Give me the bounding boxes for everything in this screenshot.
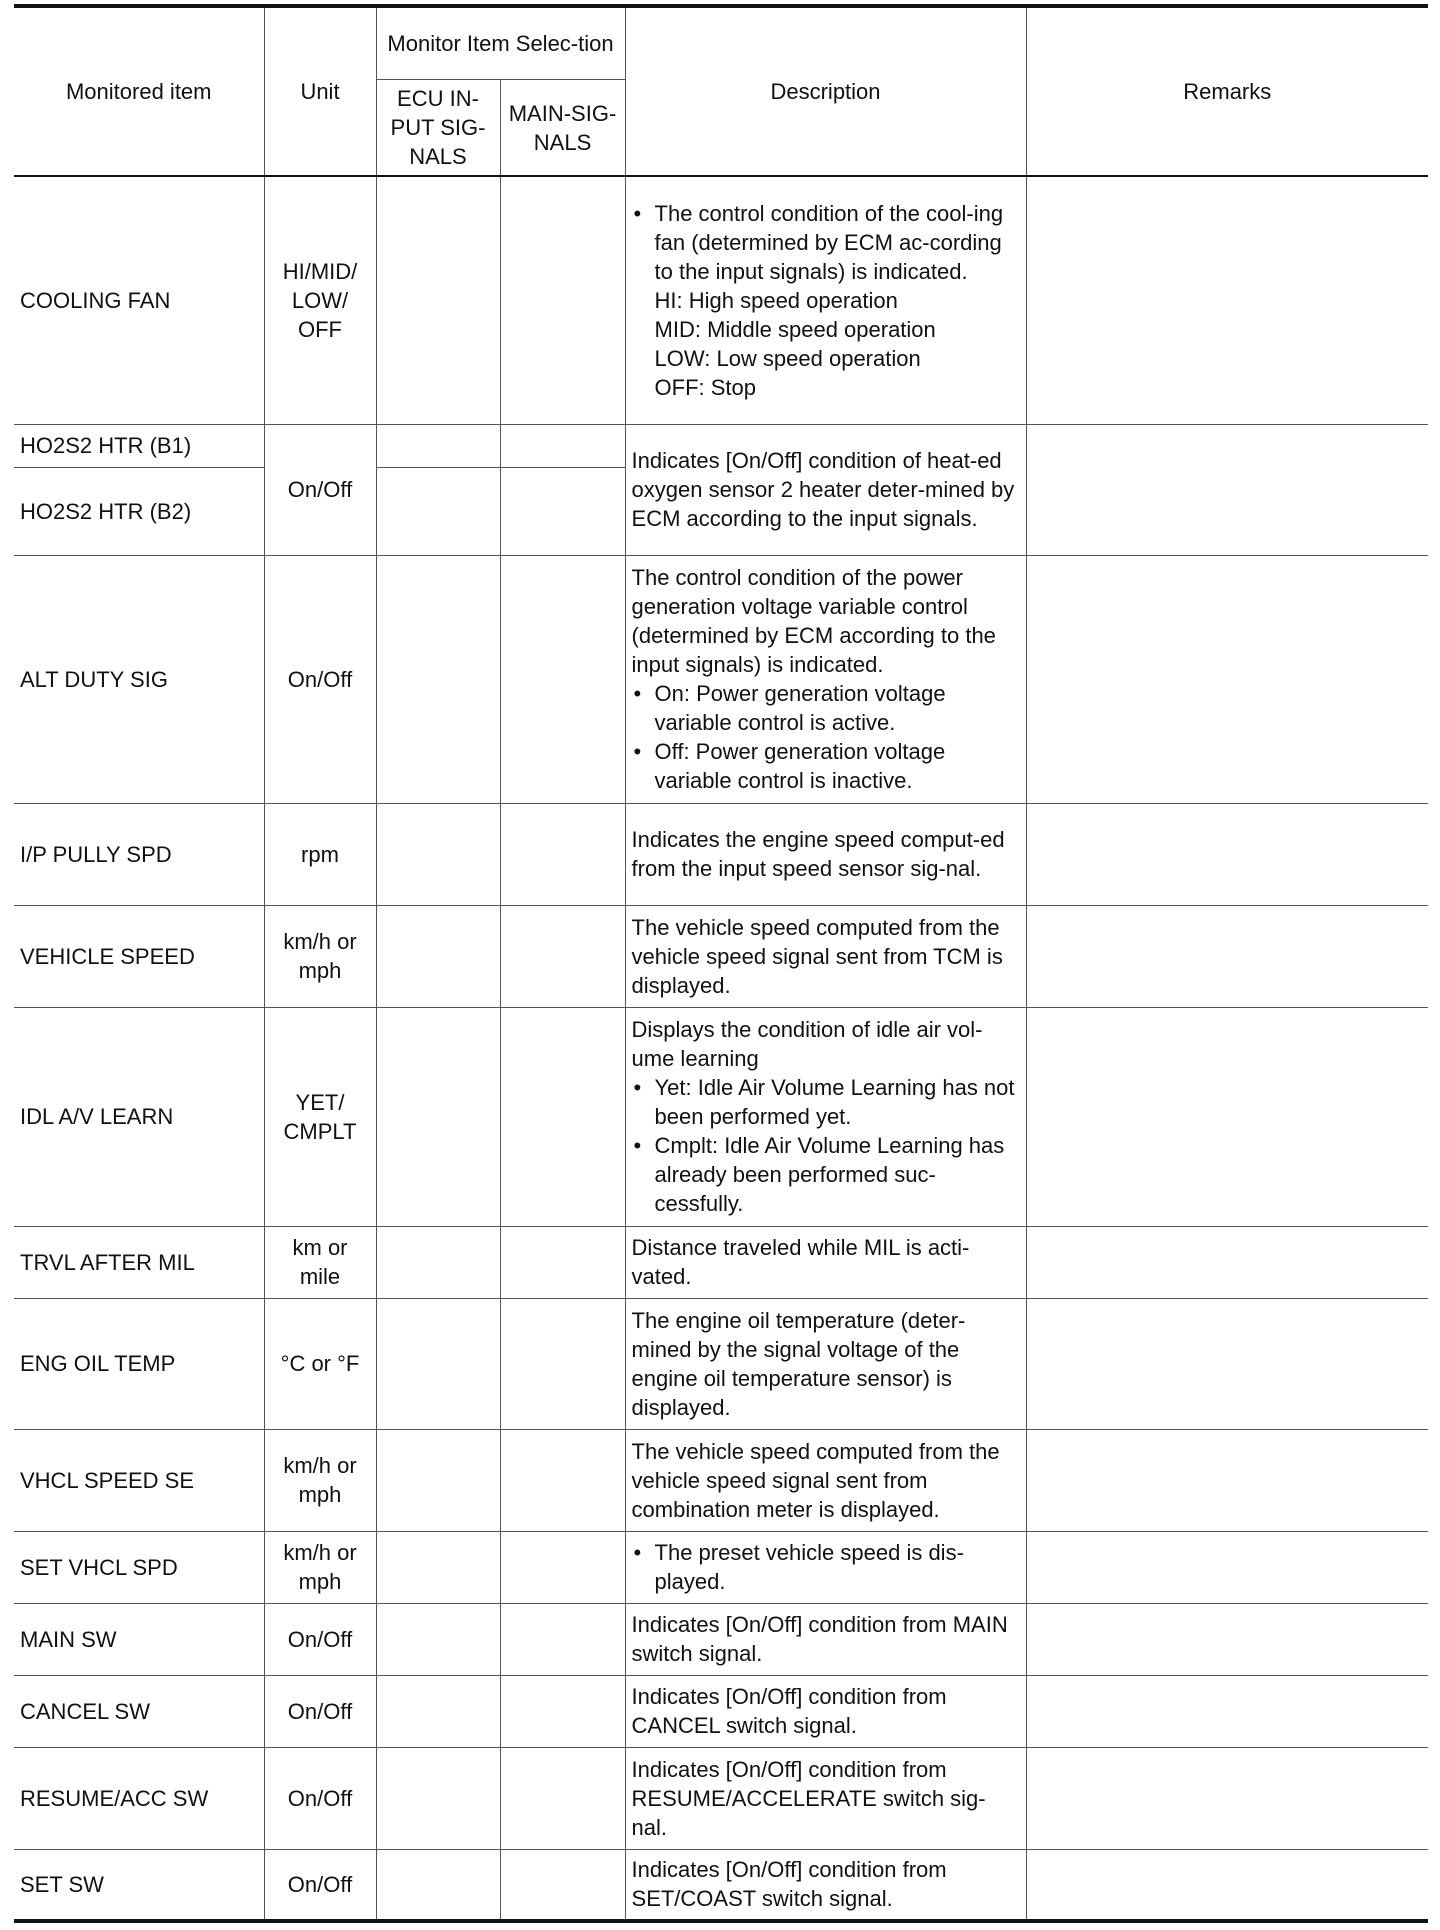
table-row — [14, 555, 1428, 803]
item-cell: COOLING FAN — [14, 176, 264, 424]
ecu-input-cell — [376, 467, 500, 555]
description-line: LOW: Low speed operation — [654, 345, 921, 371]
table-row — [14, 1429, 1428, 1531]
main-signals-cell — [500, 1531, 625, 1603]
header-ecu-input-signals: ECU IN-PUT SIG-NALS — [376, 80, 500, 177]
item-cell: HO2S2 HTR (B1) — [14, 424, 264, 467]
remarks-cell — [1026, 1007, 1428, 1226]
item-cell: RESUME/ACC SW — [14, 1747, 264, 1849]
unit-cell: On/Off — [264, 555, 376, 803]
item-cell: MAIN SW — [14, 1603, 264, 1675]
description-sublines — [632, 286, 1020, 402]
main-signals-cell — [500, 1849, 625, 1921]
remarks-cell — [1026, 1429, 1428, 1531]
main-signals-cell — [500, 176, 625, 424]
main-signals-cell — [500, 1226, 625, 1298]
remarks-cell — [1026, 1603, 1428, 1675]
description-bullet: • Off: Power generation voltage variable control is inactive. — [632, 737, 1020, 795]
main-signals-cell — [500, 905, 625, 1007]
table-row — [14, 905, 1428, 1007]
unit-cell: On/Off — [264, 424, 376, 555]
description-cell — [625, 1007, 1026, 1226]
item-cell: SET VHCL SPD — [14, 1531, 264, 1603]
item-cell: ENG OIL TEMP — [14, 1298, 264, 1429]
item-cell: TRVL AFTER MIL — [14, 1226, 264, 1298]
table-row — [14, 803, 1428, 905]
unit-cell: rpm — [264, 803, 376, 905]
description-bullet: • The preset vehicle speed is dis-played. — [632, 1538, 1020, 1596]
main-signals-cell — [500, 1429, 625, 1531]
item-cell: I/P PULLY SPD — [14, 803, 264, 905]
unit-cell: km/h or mph — [264, 905, 376, 1007]
item-cell: IDL A/V LEARN — [14, 1007, 264, 1226]
description-cell: The engine oil temperature (deter-mined by the signal voltage of the engine oil temperature sensor) is displayed. — [625, 1298, 1026, 1429]
remarks-cell — [1026, 424, 1428, 555]
header-description: Description — [625, 6, 1026, 176]
description-line: MID: Middle speed operation — [654, 316, 936, 342]
ecu-input-cell — [376, 1007, 500, 1226]
unit-cell: On/Off — [264, 1603, 376, 1675]
description-cell: Distance traveled while MIL is acti-vated. — [625, 1226, 1026, 1298]
item-cell: SET SW — [14, 1849, 264, 1921]
description-cell — [625, 1531, 1026, 1603]
main-signals-cell — [500, 803, 625, 905]
unit-cell: km/h or mph — [264, 1429, 376, 1531]
table-row — [14, 176, 1428, 424]
ecu-input-cell — [376, 1849, 500, 1921]
unit-cell: HI/MID/ LOW/ OFF — [264, 176, 376, 424]
remarks-cell — [1026, 176, 1428, 424]
main-signals-cell — [500, 424, 625, 467]
ecu-input-cell — [376, 905, 500, 1007]
item-cell: CANCEL SW — [14, 1675, 264, 1747]
description-cell: Indicates the engine speed comput-ed from the input speed sensor sig-nal. — [625, 803, 1026, 905]
description-bullet: • Yet: Idle Air Volume Learning has not been performed yet. — [632, 1073, 1020, 1131]
ecu-input-cell — [376, 555, 500, 803]
table-row — [14, 1226, 1428, 1298]
description-bullet: • On: Power generation voltage variable control is active. — [632, 679, 1020, 737]
ecu-input-cell — [376, 1298, 500, 1429]
description-bullet: • The control condition of the cool-ing fan (determined by ECM ac-cording to the input signals) is indicated. — [632, 199, 1020, 286]
item-cell: VEHICLE SPEED — [14, 905, 264, 1007]
ecu-input-cell — [376, 1429, 500, 1531]
unit-cell: On/Off — [264, 1675, 376, 1747]
remarks-cell — [1026, 1298, 1428, 1429]
description-cell: Indicates [On/Off] condition from RESUME/ACCELERATE switch sig-nal. — [625, 1747, 1026, 1849]
main-signals-cell — [500, 1007, 625, 1226]
main-signals-cell — [500, 1747, 625, 1849]
ecu-input-cell — [376, 1747, 500, 1849]
table-row — [14, 1007, 1428, 1226]
header-unit: Unit — [264, 6, 376, 176]
remarks-cell — [1026, 555, 1428, 803]
ecu-input-cell — [376, 803, 500, 905]
remarks-cell — [1026, 1747, 1428, 1849]
main-signals-cell — [500, 467, 625, 555]
header-remarks: Remarks — [1026, 6, 1428, 176]
remarks-cell — [1026, 905, 1428, 1007]
unit-cell: On/Off — [264, 1747, 376, 1849]
ecu-input-cell — [376, 1531, 500, 1603]
unit-cell: °C or °F — [264, 1298, 376, 1429]
ecu-input-cell — [376, 176, 500, 424]
ecu-input-cell — [376, 424, 500, 467]
ecu-input-cell — [376, 1603, 500, 1675]
item-cell: ALT DUTY SIG — [14, 555, 264, 803]
main-signals-cell — [500, 1675, 625, 1747]
description-text: The control condition of the power generation voltage variable control (determined by ECM according to the input signals) is indicated. — [631, 565, 996, 677]
item-cell: VHCL SPEED SE — [14, 1429, 264, 1531]
header-monitored-item: Monitored item — [14, 6, 264, 176]
description-text: Displays the condition of idle air vol-ume learning — [631, 1017, 983, 1071]
table-row — [14, 1603, 1428, 1675]
description-cell: Indicates [On/Off] condition from MAIN switch signal. — [625, 1603, 1026, 1675]
header-monitor-item-selection: Monitor Item Selec-tion — [376, 6, 625, 80]
remarks-cell — [1026, 1226, 1428, 1298]
description-cell — [625, 555, 1026, 803]
description-cell: Indicates [On/Off] condition of heat-ed oxygen sensor 2 heater deter-mined by ECM according to the input signals. — [625, 424, 1026, 555]
table-row — [14, 1298, 1428, 1429]
description-cell — [625, 176, 1026, 424]
monitor-item-table — [14, 4, 1428, 1923]
description-bullet: • Cmplt: Idle Air Volume Learning has already been performed suc-cessfully. — [632, 1131, 1020, 1218]
main-signals-cell — [500, 1298, 625, 1429]
main-signals-cell — [500, 1603, 625, 1675]
ecu-input-cell — [376, 1226, 500, 1298]
unit-cell: YET/ CMPLT — [264, 1007, 376, 1226]
table-row — [14, 1849, 1428, 1921]
description-cell: The vehicle speed computed from the vehicle speed signal sent from TCM is displayed. — [625, 905, 1026, 1007]
unit-cell: km/h or mph — [264, 1531, 376, 1603]
description-line: OFF: Stop — [654, 374, 756, 400]
description-cell: The vehicle speed computed from the vehicle speed signal sent from combination meter is displayed. — [625, 1429, 1026, 1531]
unit-cell: On/Off — [264, 1849, 376, 1921]
table-row — [14, 424, 1428, 467]
description-cell: Indicates [On/Off] condition from CANCEL switch signal. — [625, 1675, 1026, 1747]
table-row — [14, 1675, 1428, 1747]
table-header — [14, 6, 1428, 176]
remarks-cell — [1026, 803, 1428, 905]
remarks-cell — [1026, 1531, 1428, 1603]
main-signals-cell — [500, 555, 625, 803]
unit-cell: km or mile — [264, 1226, 376, 1298]
ecu-input-cell — [376, 1675, 500, 1747]
remarks-cell — [1026, 1849, 1428, 1921]
remarks-cell — [1026, 1675, 1428, 1747]
description-cell: Indicates [On/Off] condition from SET/COAST switch signal. — [625, 1849, 1026, 1921]
table-row — [14, 1747, 1428, 1849]
header-main-signals: MAIN-SIG-NALS — [500, 80, 625, 177]
item-cell: HO2S2 HTR (B2) — [14, 467, 264, 555]
description-line: HI: High speed operation — [654, 287, 898, 313]
table-row — [14, 1531, 1428, 1603]
